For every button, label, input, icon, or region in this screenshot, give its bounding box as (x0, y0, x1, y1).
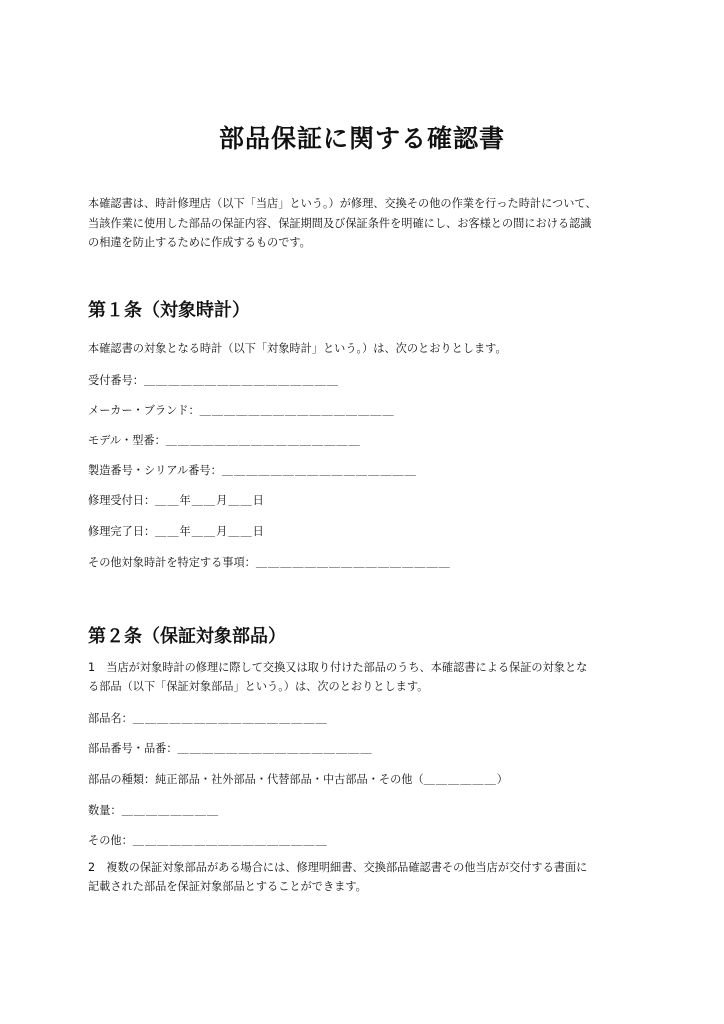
clause-line: る部品（以下「保証対象部品」という。）は、次のとおりとします。 (88, 679, 429, 693)
field-label: モデル・型番： (88, 434, 166, 447)
field-blank: ＿＿＿＿＿＿＿＿＿＿＿＿＿＿＿＿ (199, 404, 395, 417)
article2-clause2 (88, 859, 587, 896)
field-maker-brand (88, 402, 395, 418)
article2-clause1 (88, 659, 587, 696)
intro-line: 本確認書は、時計修理店（以下「当店」という。）が修理、交換その他の作業を行った時計について、 (88, 197, 597, 210)
article1-lead: 本確認書の対象となる時計（以下「対象時計」という。）は、次のとおりとします。 (88, 342, 507, 355)
intro-paragraph (88, 194, 648, 253)
field-blank: ＿＿＿＿＿＿＿＿＿＿＿＿＿＿＿＿ (255, 556, 451, 569)
field-label: 修理完了日： (88, 525, 156, 538)
intro-line: 当該作業に使用した部品の保証内容、保証期間及び保証条件を明確にし、お客様との間における認識 (88, 216, 592, 230)
field-part-type (88, 771, 509, 787)
field-part-name (88, 710, 328, 726)
field-blank: ＿＿年＿＿月＿＿日 (155, 494, 265, 507)
field-other-identifying-items (88, 554, 451, 570)
field-blank: ＿＿年＿＿月＿＿日 (155, 525, 265, 538)
article2-heading: 第２条（保証対象部品） (88, 626, 286, 647)
field-blank: ＿＿＿＿＿＿＿＿＿＿＿＿＿＿＿＿ (132, 712, 328, 725)
field-quantity (88, 802, 219, 818)
clause-line: 1 当店が対象時計の修理に際して交換又は取り付けた部品のうち、本確認書による保証の対象とな (88, 661, 588, 674)
field-label: 数量： (88, 804, 122, 817)
field-label: 受付番号： (88, 374, 144, 387)
field-blank: ＿＿＿＿＿＿＿＿＿＿＿＿＿＿＿＿ (177, 742, 373, 755)
field-label: 部品名： (88, 712, 133, 725)
field-label: メーカー・ブランド： (88, 404, 200, 417)
clause-line: 記載された部品を保証対象部品とすることができます。 (88, 879, 367, 893)
field-blank: ＿＿＿＿＿＿＿＿＿＿＿＿＿＿＿＿ (143, 374, 339, 387)
field-blank: ＿＿＿＿＿＿＿＿ (121, 804, 220, 817)
field-repair-received-date (88, 492, 265, 508)
clause-line: 2 複数の保証対象部品がある場合には、修理明細書、交換部品確認書その他当店が交付する書面に (88, 861, 588, 874)
field-part-number (88, 740, 373, 756)
field-blank: ＿＿＿＿＿＿＿＿＿＿＿＿＿＿＿＿ (221, 464, 417, 477)
field-label: その他対象時計を特定する事項： (88, 556, 256, 569)
field-blank: ＿＿＿＿＿＿＿＿＿＿＿＿＿＿＿＿ (132, 834, 328, 847)
field-label: 製造番号・シリアル番号： (88, 464, 222, 477)
field-serial-number (88, 462, 417, 478)
intro-line: の相違を防止するために作成するものです。 (88, 236, 311, 249)
document-title: 部品保証に関する確認書 (218, 124, 505, 153)
field-other (88, 832, 328, 848)
field-label: その他： (88, 834, 133, 847)
field-blank: ＿＿＿＿＿＿＿＿＿＿＿＿＿＿＿＿ (165, 434, 361, 447)
field-repair-completed-date (88, 523, 265, 539)
field-label: 部品の種類：純正部品・社外部品・代替部品・中古部品・その他（ (88, 773, 424, 786)
field-label: 修理受付日： (88, 494, 156, 507)
field-label: 部品番号・品番： (88, 742, 178, 755)
article1-heading: 第１条（対象時計） (88, 300, 250, 321)
field-model-number (88, 432, 361, 448)
field-blank: ＿＿＿＿＿＿） (423, 773, 509, 786)
field-reception-number (88, 372, 339, 388)
